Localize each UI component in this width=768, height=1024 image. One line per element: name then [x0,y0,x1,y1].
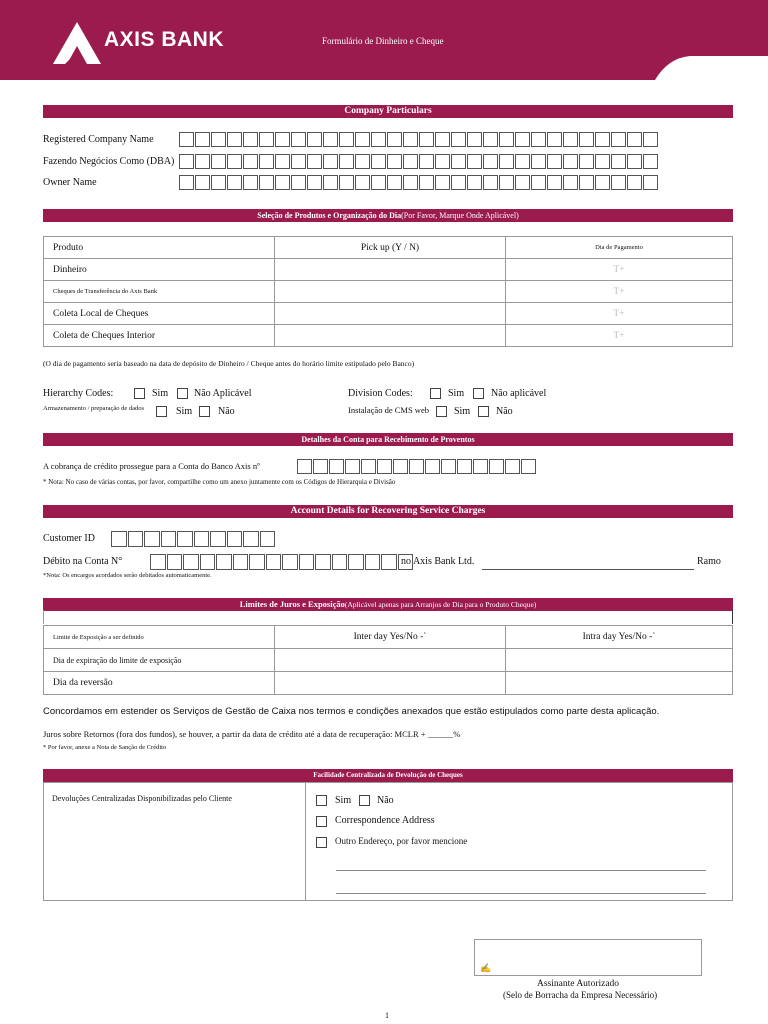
returns-left-label: Devoluções Centralizadas Disponibilizadas pelo Cliente [52,794,232,803]
table-header-row [44,237,733,259]
char-box[interactable] [210,531,226,547]
other-address-label: Outro Endereço, por favor mencione [335,836,468,846]
limits-title-note: (Aplicável apenas para Arranjos de Dia para o Produto Cheque) [344,600,537,609]
char-box[interactable] [266,554,282,570]
char-box[interactable] [387,175,402,190]
address-line-1[interactable] [336,870,706,871]
char-box[interactable] [260,531,276,547]
char-box[interactable] [595,154,610,169]
returns-sim-checkbox[interactable] [316,795,327,806]
char-box[interactable] [627,175,642,190]
inter-day-cell[interactable]: Inter day Yes/No -` [275,626,506,649]
char-box[interactable] [451,175,466,190]
payment-day-note: (O dia de pagamento seria baseado na data de depósito de Dinheiro / Cheque antes do horário limite estipulado pelo Banco) [43,359,415,368]
customer-id-label: Customer ID [43,533,95,544]
cms-nao-checkbox[interactable] [478,406,489,417]
char-box[interactable] [211,154,226,169]
axis-logo-icon [53,22,101,64]
form-title: Formulário de Dinheiro e Cheque [322,36,444,46]
char-box[interactable] [183,554,199,570]
hierarchy-sim-checkbox[interactable] [134,388,145,399]
credit-account-label: A cobrança de crédito prossegue para a Conta do Banco Axis nº [43,461,260,471]
bank-name-text: no Axis Bank Ltd. [401,556,475,567]
char-box[interactable] [361,459,376,474]
char-box[interactable] [579,175,594,190]
hierarchy-na-label: Não Aplicável [194,388,252,399]
char-box[interactable] [128,531,144,547]
char-box[interactable] [227,531,243,547]
payment-day-cell[interactable]: T+ [506,325,733,347]
hierarchy-codes-label: Hierarchy Codes: [43,388,114,399]
char-box[interactable] [339,154,354,169]
char-box[interactable] [563,154,578,169]
limit-row-label: Dia de expiração do limite de exposição [44,649,275,672]
char-box[interactable] [377,459,392,474]
char-box[interactable] [323,154,338,169]
char-box[interactable] [167,554,183,570]
dba-input[interactable] [179,154,659,169]
interest-text: Juros sobre Retornos (fora dos fundos), se houver, a partir da data de crédito até a data de recuperação: MCLR + ______% [43,729,461,739]
limits-table [43,625,733,695]
table-row [44,325,733,347]
signature-label: Assinante Autorizado [537,979,620,989]
signature-sub: (Selo de Borracha da Empresa Necessário) [503,990,658,1000]
address-line-2[interactable] [336,893,706,894]
char-box[interactable] [227,132,242,147]
char-box[interactable] [161,531,177,547]
char-box[interactable] [499,154,514,169]
char-box[interactable] [259,154,274,169]
agreement-text: Concordamos em estender os Serviços de Gestão de Caixa nos termos e condições anexados que estão estipulados como parte desta aplicação. [43,706,660,717]
products-section-title [43,209,733,222]
table-row [44,649,733,672]
limit-cell[interactable] [275,672,506,695]
char-box[interactable] [371,132,386,147]
product-name: Coleta de Cheques Interior [44,325,275,347]
char-box[interactable] [339,132,354,147]
char-box[interactable] [467,154,482,169]
char-box[interactable] [339,175,354,190]
char-box[interactable] [483,154,498,169]
char-box[interactable] [595,132,610,147]
char-box[interactable] [291,132,306,147]
char-box[interactable] [313,459,328,474]
char-box[interactable] [515,154,530,169]
char-box[interactable] [177,531,193,547]
char-box[interactable] [595,175,610,190]
char-box[interactable] [499,132,514,147]
char-box[interactable] [381,554,397,570]
char-box[interactable] [323,132,338,147]
char-box[interactable] [419,175,434,190]
pickup-cell[interactable] [275,303,506,325]
header-banner [0,0,768,80]
char-box[interactable] [355,175,370,190]
credit-account-input[interactable] [297,459,537,474]
char-box[interactable] [435,132,450,147]
header-pickup: Pick up (Y / N) [275,237,506,259]
product-name: Cheques de Transferência do Axis Bank [44,281,275,303]
char-box[interactable] [483,132,498,147]
branch-label: Ramo [697,556,721,567]
char-box[interactable] [467,132,482,147]
cms-sim-label: Sim [454,406,471,417]
char-box[interactable] [371,175,386,190]
cms-sim-checkbox[interactable] [436,406,447,417]
char-box[interactable] [403,175,418,190]
char-box[interactable] [435,175,450,190]
char-box[interactable] [547,154,562,169]
dba-label: Fazendo Negócios Como (DBA) [43,156,175,167]
products-table [43,236,733,347]
limits-title-text: Limites de Juros e Exposição [239,599,345,609]
char-box[interactable] [243,132,258,147]
division-na-label: Não aplicável [491,388,547,399]
char-box[interactable] [521,459,536,474]
limit-cell[interactable] [275,649,506,672]
table-row [44,259,733,281]
char-box[interactable] [563,175,578,190]
product-name: Dinheiro [44,259,275,281]
char-box[interactable] [243,154,258,169]
char-box[interactable] [195,132,210,147]
char-box[interactable] [233,554,249,570]
pen-icon: ✍ [480,963,492,973]
char-box[interactable] [227,154,242,169]
char-box[interactable] [345,459,360,474]
pickup-cell[interactable] [275,281,506,303]
char-box[interactable] [531,175,546,190]
char-box[interactable] [195,154,210,169]
char-box[interactable] [111,531,127,547]
char-box[interactable] [579,154,594,169]
char-box[interactable] [499,175,514,190]
correspondence-checkbox[interactable] [316,816,327,827]
division-sim-checkbox[interactable] [430,388,441,399]
char-box[interactable] [611,154,626,169]
char-box[interactable] [483,175,498,190]
char-box[interactable] [275,132,290,147]
char-box[interactable] [249,554,265,570]
char-box[interactable] [259,132,274,147]
char-box[interactable] [611,132,626,147]
char-box[interactable] [531,154,546,169]
branch-line[interactable] [482,569,694,570]
owner-name-input[interactable] [179,175,659,190]
owner-name-label: Owner Name [43,177,97,188]
char-box[interactable] [627,154,642,169]
char-box[interactable] [579,132,594,147]
payment-day-cell[interactable]: T+ [506,259,733,281]
char-box[interactable] [243,531,259,547]
pickup-cell[interactable] [275,325,506,347]
char-box[interactable] [200,554,216,570]
char-box[interactable] [211,132,226,147]
char-box[interactable] [547,175,562,190]
payment-day-cell[interactable]: T+ [506,303,733,325]
char-box[interactable] [307,132,322,147]
char-box[interactable] [505,459,520,474]
limits-spacer [43,610,733,624]
account-section-title: Detalhes da Conta para Recebimento de Proventos [43,433,733,446]
char-box[interactable] [227,175,242,190]
char-box[interactable] [365,554,381,570]
storage-sim-label: Sim [176,406,193,417]
char-box[interactable] [409,459,424,474]
char-box[interactable] [563,132,578,147]
char-box[interactable] [211,175,226,190]
table-row [44,672,733,695]
char-box[interactable] [371,154,386,169]
char-box[interactable] [643,175,658,190]
char-box[interactable] [489,459,504,474]
char-box[interactable] [467,175,482,190]
returns-section-title: Facilidade Centralizada de Devolução de Cheques [43,769,733,782]
sanction-note: * Por favor, anexe a Nota de Sanção de Crédito [43,744,167,751]
char-box[interactable] [643,154,658,169]
char-box[interactable] [643,132,658,147]
brand-name: AXIS BANK [104,28,225,51]
char-box[interactable] [473,459,488,474]
char-box[interactable] [297,459,312,474]
company-name-label: Registered Company Name [43,134,154,145]
char-box[interactable] [243,175,258,190]
char-box[interactable] [282,554,298,570]
char-box[interactable] [291,154,306,169]
char-box[interactable] [307,175,322,190]
char-box[interactable] [259,175,274,190]
char-box[interactable] [329,459,344,474]
char-box[interactable] [355,132,370,147]
char-box[interactable] [194,531,210,547]
char-box[interactable] [179,175,194,190]
char-box[interactable] [387,132,402,147]
limit-cell[interactable] [506,649,733,672]
char-box[interactable] [531,132,546,147]
division-na-checkbox[interactable] [473,388,484,399]
pickup-cell[interactable] [275,259,506,281]
table-row [44,626,733,649]
char-box[interactable] [451,154,466,169]
cms-label: Instalação de CMS web [348,405,429,415]
char-box[interactable] [611,175,626,190]
table-row [44,281,733,303]
multiple-accounts-note: * Nota: No caso de várias contas, por favor, compartilhe como um anexo juntamente com os Códigos de Hierarquia e Divisão [43,478,396,486]
char-box[interactable] [332,554,348,570]
limit-row-label: Limite de Exposição a ser definido [44,626,275,649]
char-box[interactable] [451,132,466,147]
char-box[interactable] [419,132,434,147]
char-box[interactable] [403,132,418,147]
char-box[interactable] [195,175,210,190]
division-codes-label: Division Codes: [348,388,413,399]
char-box[interactable] [275,154,290,169]
table-row [44,303,733,325]
storage-nao-checkbox[interactable] [199,406,210,417]
char-box[interactable] [315,554,331,570]
char-box[interactable] [150,554,166,570]
char-box[interactable] [348,554,364,570]
products-title-note: (Por Favor, Marque Onde Aplicável) [401,211,519,220]
correspondence-label: Correspondence Address [335,815,435,826]
char-box[interactable] [323,175,338,190]
char-box[interactable] [179,132,194,147]
returns-nao-label: Não [377,795,394,806]
header-payment-day: Dia de Pagamento [506,237,733,259]
char-box[interactable] [515,132,530,147]
char-box[interactable] [547,132,562,147]
returns-nao-checkbox[interactable] [359,795,370,806]
debit-account-input[interactable] [150,554,414,570]
limit-row-label: Dia da reversão [44,672,275,695]
char-box[interactable] [387,154,402,169]
debit-account-label: Débito na Conta N° [43,556,123,567]
char-box[interactable] [457,459,472,474]
charges-section-title: Account Details for Recovering Service Charges [43,505,733,518]
cms-nao-label: Não [496,406,513,417]
returns-divider [305,782,306,901]
char-box[interactable] [515,175,530,190]
hierarchy-sim-label: Sim [152,388,169,399]
char-box[interactable] [435,154,450,169]
storage-label: Armazenamento / preparação de dados [43,405,145,412]
hierarchy-na-checkbox[interactable] [177,388,188,399]
char-box[interactable] [291,175,306,190]
other-address-checkbox[interactable] [316,837,327,848]
char-box[interactable] [403,154,418,169]
char-box[interactable] [179,154,194,169]
company-name-input[interactable] [179,132,659,147]
char-box[interactable] [299,554,315,570]
customer-id-input[interactable] [111,531,276,547]
char-box[interactable] [425,459,440,474]
returns-sim-label: Sim [335,795,352,806]
signature-box[interactable] [474,939,702,976]
header-produto: Produto [44,237,275,259]
payment-day-cell[interactable]: T+ [506,281,733,303]
company-section-title: Company Particulars [43,105,733,118]
char-box[interactable] [393,459,408,474]
limit-cell[interactable] [506,672,733,695]
char-box[interactable] [144,531,160,547]
charges-note: *Nota: Os encargos acordados serão debitados automaticamente. [43,572,212,579]
product-name: Coleta Local de Cheques [44,303,275,325]
page-number: 1 [385,1011,389,1020]
division-sim-label: Sim [448,388,465,399]
char-box[interactable] [419,154,434,169]
char-box[interactable] [355,154,370,169]
char-box[interactable] [441,459,456,474]
storage-nao-label: Não [218,406,235,417]
storage-sim-checkbox[interactable] [156,406,167,417]
char-box[interactable] [627,132,642,147]
char-box[interactable] [307,154,322,169]
char-box[interactable] [275,175,290,190]
intra-day-cell[interactable]: Intra day Yes/No -` [506,626,733,649]
products-title-text: Seleção de Produtos e Organização do Dia [257,211,402,220]
char-box[interactable] [216,554,232,570]
